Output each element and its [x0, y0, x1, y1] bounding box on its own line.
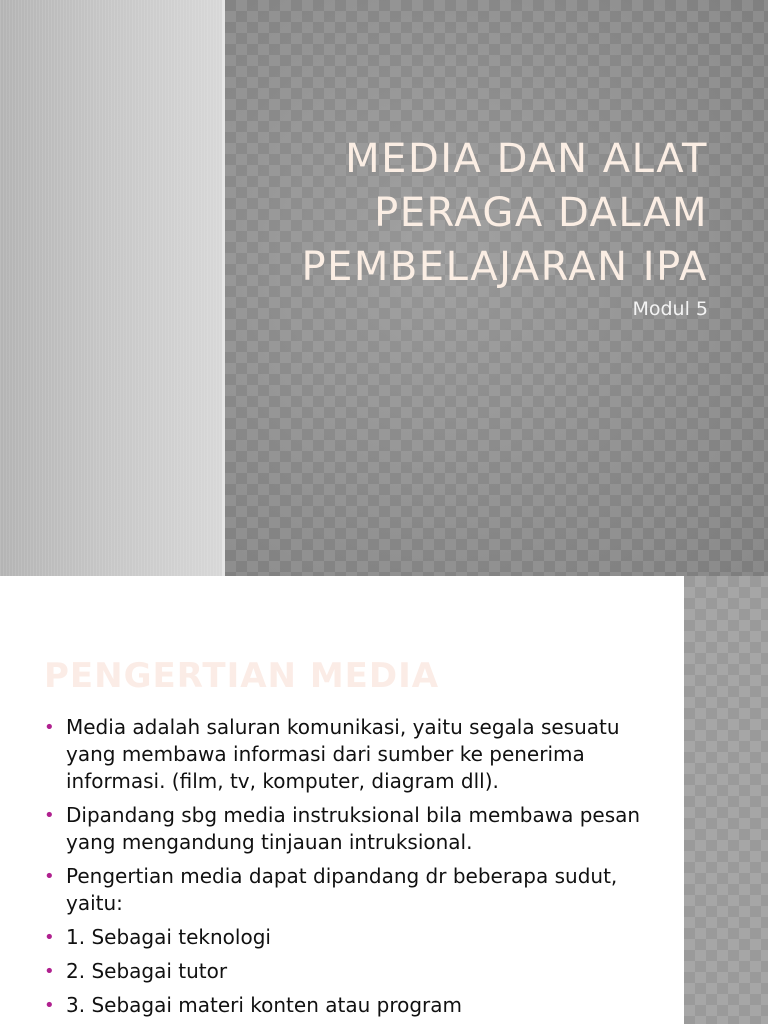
bullet-point-icon: • — [44, 805, 55, 826]
bullet-item — [44, 992, 644, 1019]
bullet-item — [44, 863, 644, 917]
bullet-item — [44, 714, 644, 795]
bullet-point-icon: • — [44, 995, 55, 1016]
content-slide — [0, 576, 768, 1024]
bullet-point-icon: • — [44, 866, 55, 887]
bullet-item — [44, 958, 644, 985]
bullet-item — [44, 802, 644, 856]
bullet-text: Pengertian media dapat dipandang dr beberapa sudut, yaitu: — [66, 864, 618, 915]
bullet-text: Media adalah saluran komunikasi, yaitu segala sesuatu yang membawa informasi dari sumber ke penerima informasi. (film, tv, komputer, diagram dll). — [66, 715, 620, 793]
patterned-side-stripe — [684, 576, 768, 1024]
title-line-3: PEMBELAJARAN IPA — [301, 244, 708, 290]
bullet-point-icon: • — [44, 717, 55, 738]
bullet-item — [44, 924, 644, 951]
bullet-text: 3. Sebagai materi konten atau program — [66, 993, 462, 1017]
bullet-text: 2. Sebagai tutor — [66, 959, 228, 983]
bullet-text: 1. Sebagai teknologi — [66, 925, 271, 949]
title-line-2: PERAGA DALAM — [374, 190, 708, 236]
slide-title — [248, 132, 708, 294]
bullet-point-icon: • — [44, 961, 55, 982]
bullet-list — [44, 714, 644, 1024]
slide-subtitle: Modul 5 — [632, 298, 708, 320]
slide-heading: PENGERTIAN MEDIA — [44, 656, 440, 696]
left-gradient-panel — [0, 0, 224, 576]
bullet-point-icon: • — [44, 927, 55, 948]
title-line-1: MEDIA DAN ALAT — [345, 136, 708, 182]
bullet-text: Dipandang sbg media instruksional bila membawa pesan yang mengandung tinjauan intruksional. — [66, 803, 641, 854]
